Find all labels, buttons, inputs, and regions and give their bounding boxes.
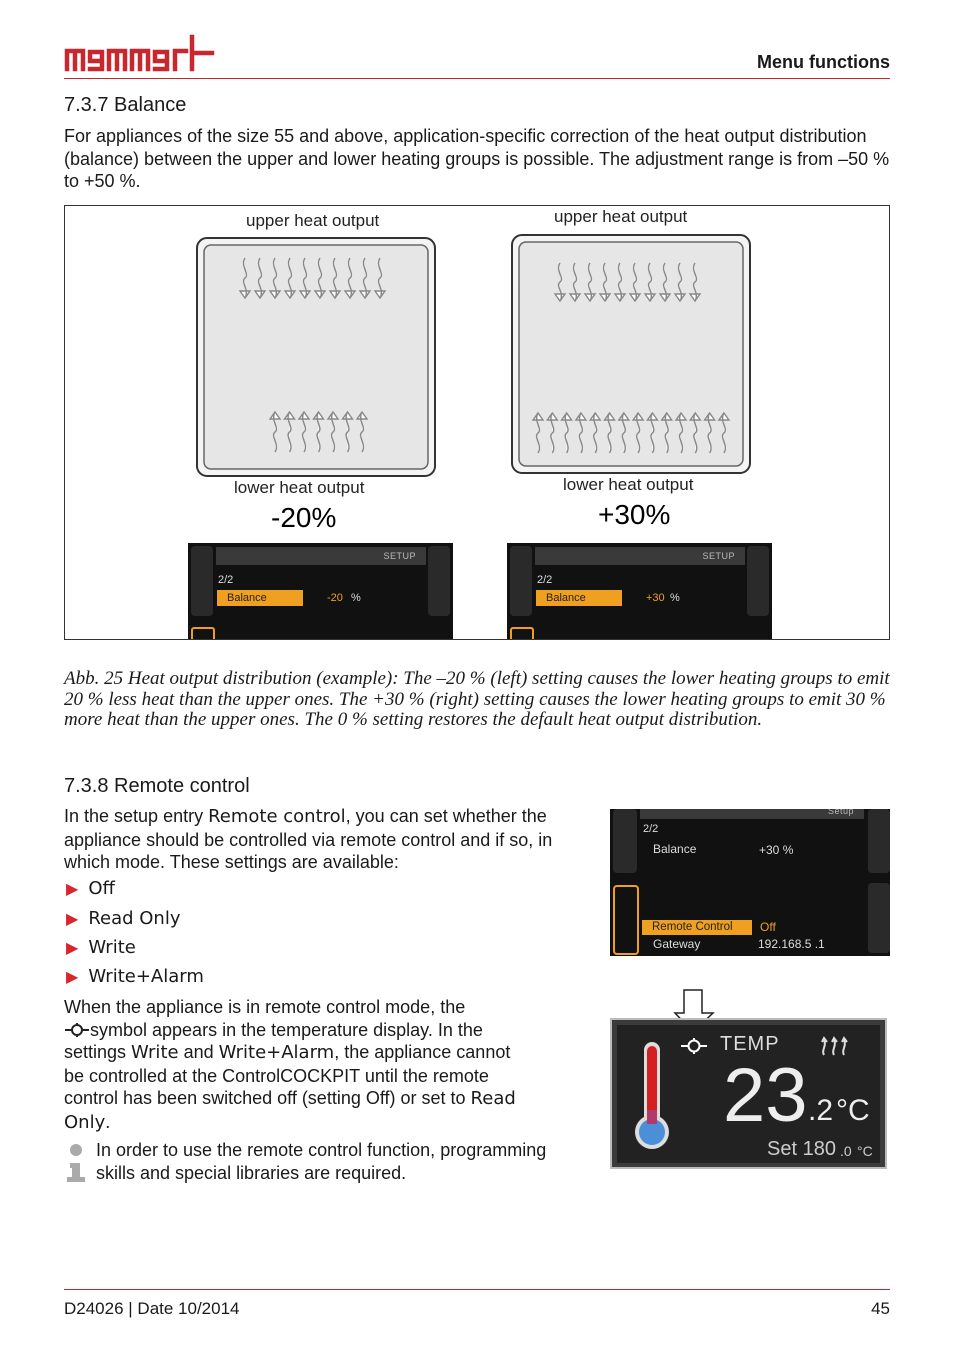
remote-mode-paragraph xyxy=(64,996,594,1134)
remote-para-line: be controlled at the ControlCOCKPIT until the remote xyxy=(64,1065,489,1086)
remote-side-panel-right xyxy=(868,809,890,873)
balance-figure xyxy=(64,205,890,640)
right-side-panel xyxy=(510,546,532,616)
remote-para-text: settings xyxy=(64,1042,132,1062)
left-side-panel-right xyxy=(428,546,450,616)
temp-unit: °C xyxy=(836,1094,870,1127)
right-setup-tab: SETUP xyxy=(535,547,745,565)
remote-intro-text: In the setup entry xyxy=(64,806,209,826)
gateway-label: Gateway xyxy=(653,937,701,951)
right-balance-value: +30 xyxy=(646,592,665,604)
memmert-logo xyxy=(64,34,216,72)
remote-page-indicator: 2/2 xyxy=(643,823,659,835)
right-upper-label: upper heat output xyxy=(554,207,688,226)
balance-body: For appliances of the size 55 and above, application-specific correction of the heat output distribution (balance) between the upper and lower heating groups is possible. The adjustment range is from –50 % to +50 %. xyxy=(64,126,890,191)
remote-heading: 7.3.8 Remote control xyxy=(64,775,250,797)
right-percent: +30% xyxy=(598,499,671,530)
option-off xyxy=(66,878,115,899)
bullet-icon: ▶ xyxy=(66,967,79,986)
section-title: Menu functions xyxy=(757,52,890,72)
remote-para-line xyxy=(64,1111,594,1135)
right-setup-screen xyxy=(507,543,772,639)
remote-control-icon xyxy=(64,1022,90,1038)
bullet-icon: ▶ xyxy=(66,938,79,957)
remote-para-text: and xyxy=(178,1042,219,1062)
remote-control-icon xyxy=(680,1037,708,1055)
remote-control-value: Off xyxy=(760,920,776,934)
option-write-alarm xyxy=(66,966,204,987)
setpoint-decimal: .0 xyxy=(840,1143,852,1159)
right-lower-label: lower heat output xyxy=(563,475,694,494)
remote-para-line xyxy=(64,1019,594,1042)
temperature-display xyxy=(610,1018,887,1169)
info-note: In order to use the remote control function, programming skills and special libraries are required. xyxy=(96,1140,547,1183)
left-side-panel xyxy=(191,546,213,616)
remote-intro-text-2: , you can set whether the appliance should be controlled via remote control and if so, in which mode. These settings are available: xyxy=(64,806,553,872)
right-chamber-illustration xyxy=(510,233,754,477)
option-label: Off xyxy=(88,878,115,899)
info-icon xyxy=(64,1141,88,1183)
left-balance-value: -20 xyxy=(327,592,343,604)
remote-setup-screen xyxy=(610,809,890,956)
remote-intro-term: Remote control xyxy=(208,806,346,827)
right-page-indicator: 2/2 xyxy=(537,574,553,586)
remote-selected-panel xyxy=(613,885,639,955)
remote-setup-tab: Setup xyxy=(640,809,864,819)
left-upper-label: upper heat output xyxy=(246,211,380,230)
footer-rule xyxy=(64,1289,890,1290)
remote-para-line xyxy=(64,1041,594,1065)
left-balance-unit: % xyxy=(351,592,361,604)
remote-balance-value: +30 % xyxy=(759,843,794,857)
option-read-only xyxy=(66,908,181,929)
remote-balance-label: Balance xyxy=(653,842,697,856)
remote-para-line: When the appliance is in remote control mode, the xyxy=(64,997,466,1017)
option-write xyxy=(66,937,136,958)
remote-para-text: . xyxy=(105,1111,111,1132)
bullet-icon: ▶ xyxy=(66,909,79,928)
heating-icon xyxy=(820,1034,850,1056)
temp-value-decimal: .2 xyxy=(808,1094,834,1127)
remote-control-item: Remote Control xyxy=(642,920,752,935)
figure-caption: Abb. 25 Heat output distribution (example): The –20 % (left) setting causes the lower heating groups to emit 20 % less heat than the upper ones. The +30 % (right) setting causes the lower heating groups to emit 30 % more heat than the upper ones. The 0 % setting restores the default heat output distribution. xyxy=(64,668,890,730)
bullet-icon: ▶ xyxy=(66,879,79,898)
option-label: Write xyxy=(88,937,136,958)
setting-read: Read xyxy=(470,1088,516,1109)
left-setup-screen xyxy=(188,543,453,639)
temp-label: TEMP xyxy=(720,1033,780,1055)
left-lower-label: lower heat output xyxy=(234,478,365,497)
remote-para-text: symbol appears in the temperature display. In the xyxy=(90,1019,483,1040)
setting-write-alarm: Write+Alarm xyxy=(218,1042,335,1063)
thermometer-icon xyxy=(632,1040,672,1152)
left-balance-item: Balance xyxy=(217,590,303,606)
remote-para-line xyxy=(64,1087,594,1111)
balance-heading: 7.3.7 Balance xyxy=(64,94,187,116)
remote-para-text: , the appliance cannot xyxy=(334,1042,511,1062)
right-balance-unit: % xyxy=(670,592,680,604)
left-setup-tab: SETUP xyxy=(216,547,426,565)
option-label: Write+Alarm xyxy=(88,966,204,987)
option-label: Read Only xyxy=(88,908,181,929)
remote-intro xyxy=(64,805,599,874)
remote-para-text: control has been switched off (setting Off) or set to xyxy=(64,1088,471,1108)
setting-write: Write xyxy=(131,1042,179,1063)
left-percent: -20% xyxy=(271,502,337,533)
gateway-value: 192.168.5 .1 xyxy=(758,937,825,951)
right-side-panel-right xyxy=(747,546,769,616)
left-page-indicator: 2/2 xyxy=(218,574,234,586)
remote-side-panel-right-2 xyxy=(868,883,890,953)
remote-side-panel xyxy=(613,809,637,873)
footer-doc: D24026 | Date 10/2014 xyxy=(64,1299,240,1318)
setpoint-label: Set 180 xyxy=(767,1138,836,1160)
right-balance-item: Balance xyxy=(536,590,622,606)
setting-only: Only xyxy=(64,1111,106,1133)
left-chamber-illustration xyxy=(195,236,439,480)
right-selector-frame xyxy=(510,627,534,639)
temp-value-integer: 23 xyxy=(723,1053,808,1138)
setpoint-unit: °C xyxy=(857,1143,873,1159)
left-selector-frame xyxy=(191,627,215,639)
header-rule xyxy=(64,78,890,79)
page-number: 45 xyxy=(871,1299,890,1318)
